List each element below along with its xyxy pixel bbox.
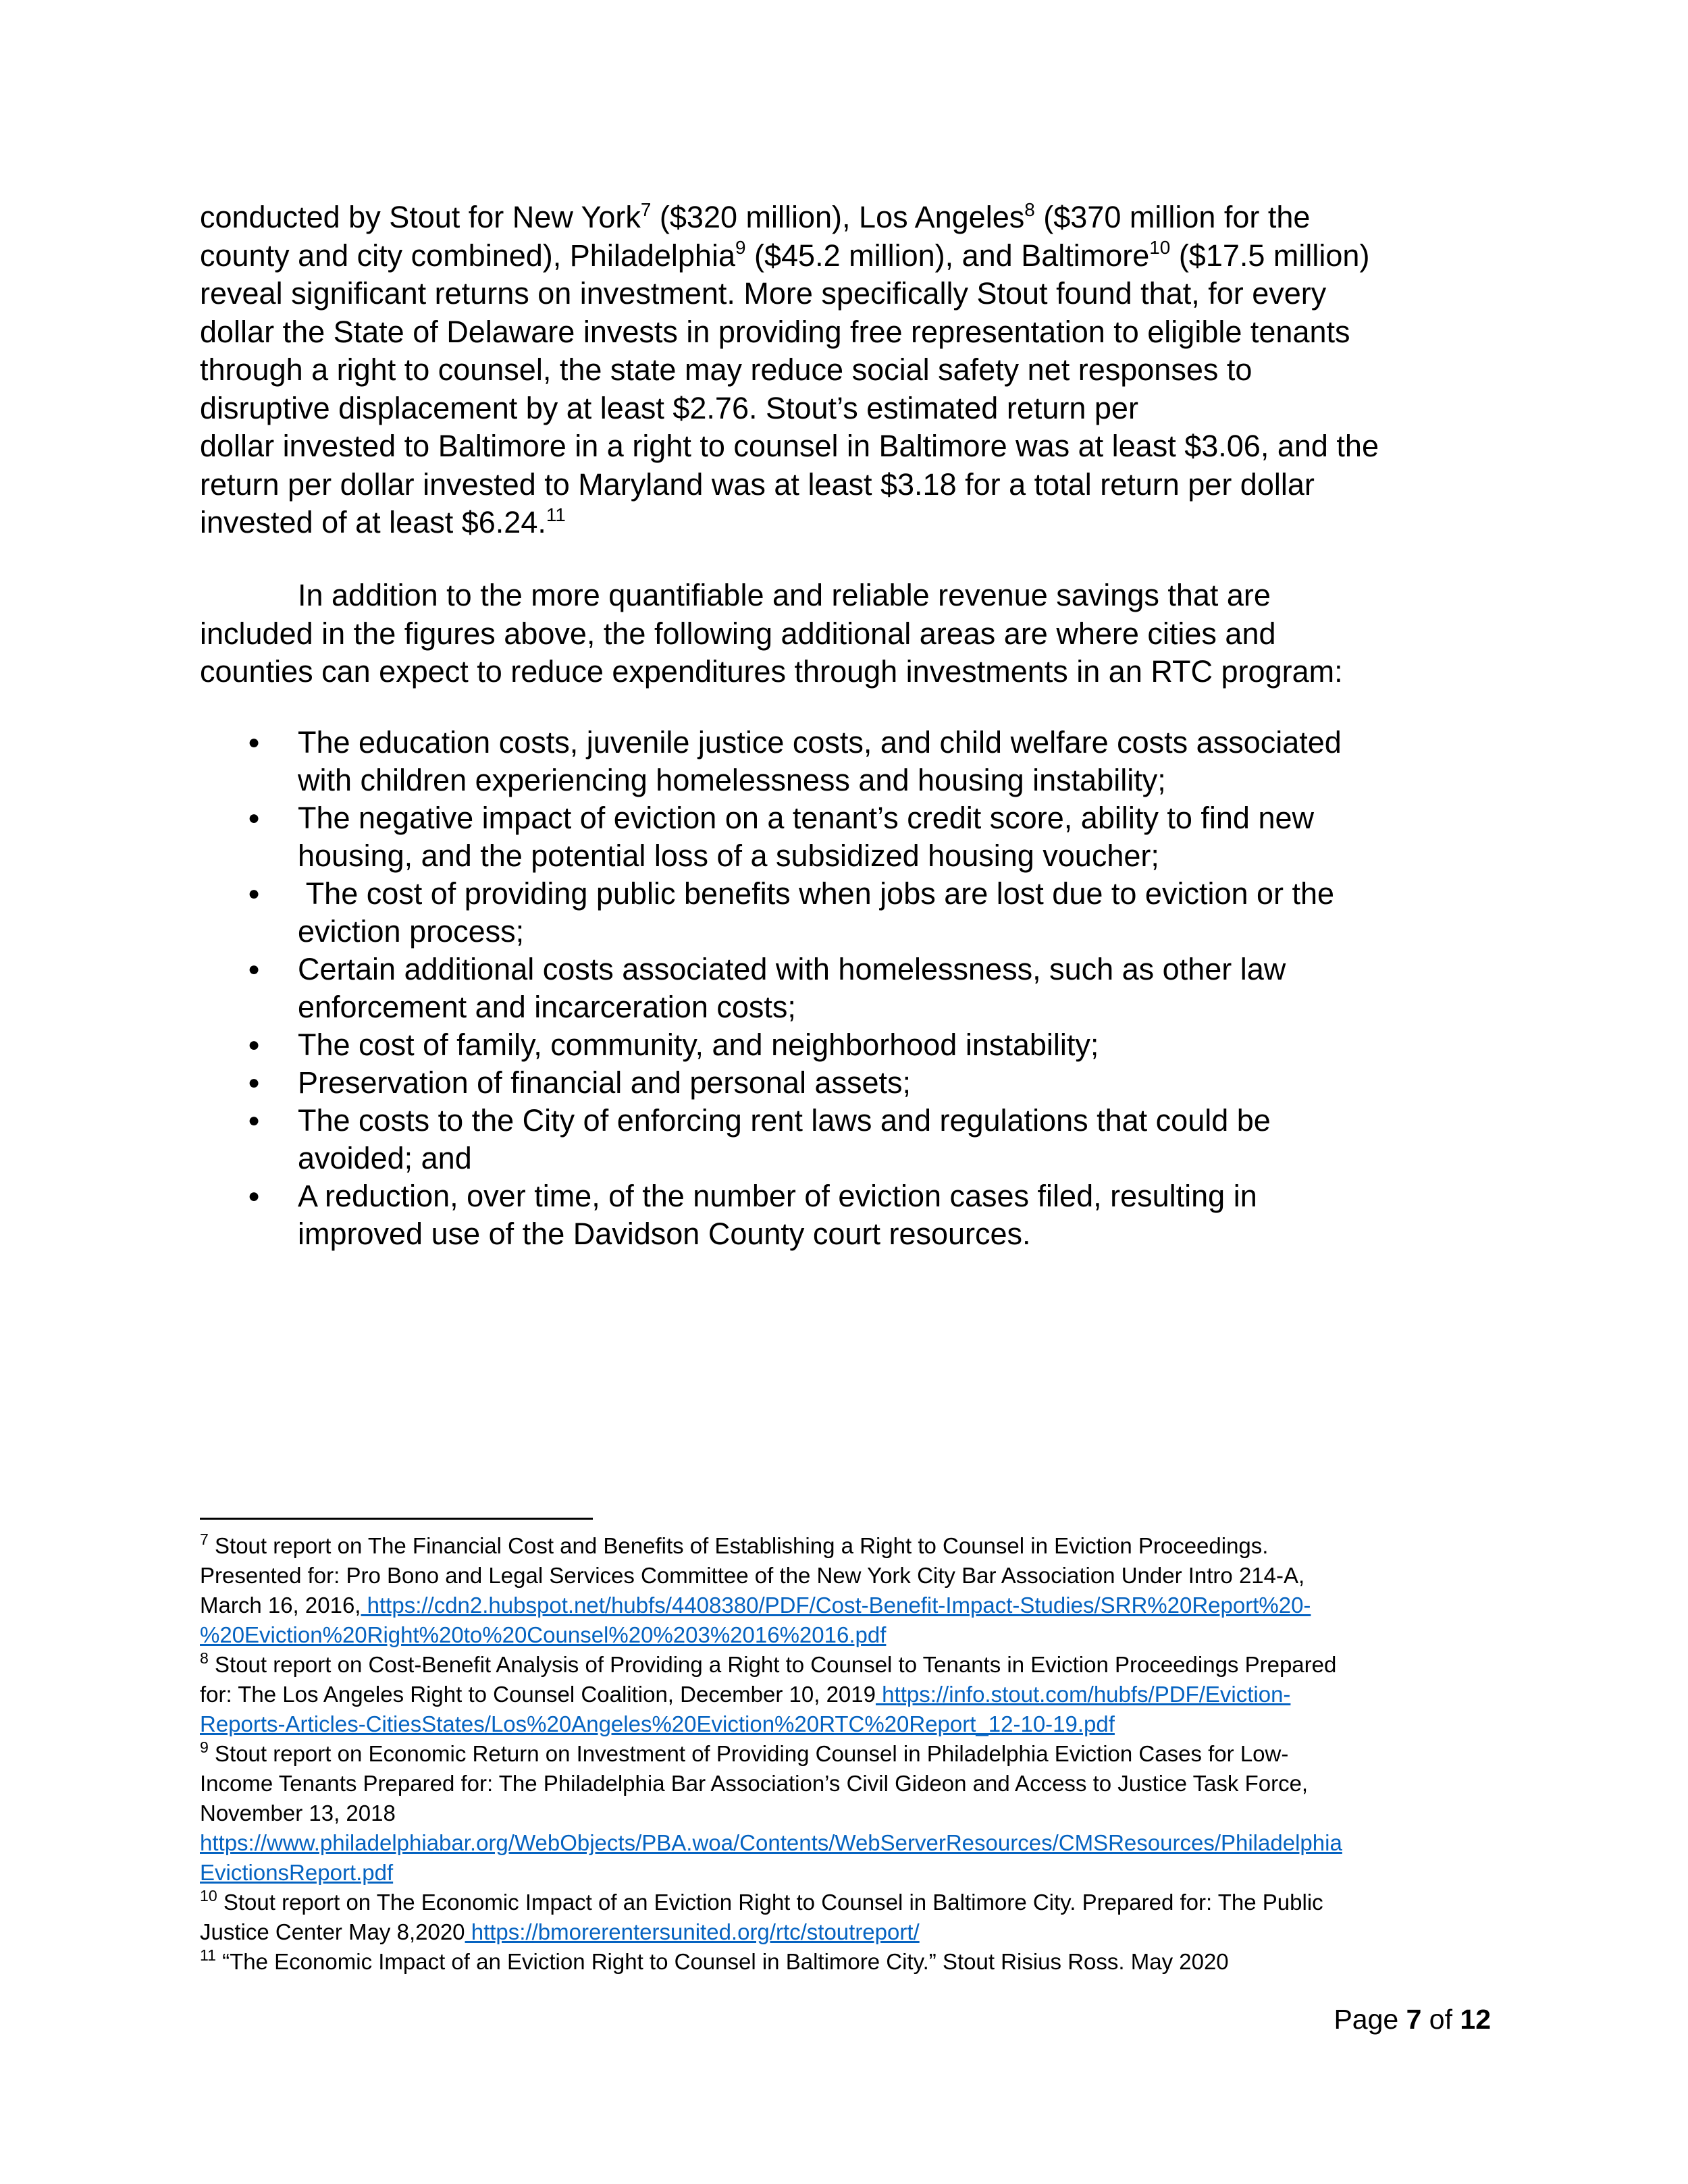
footnote-link[interactable]: https://www.philadelphiabar.org/WebObjects/PBA.woa/Contents/WebServerResources/CMSResources/Philadelphia	[200, 1830, 1342, 1855]
text-line: counties can expect to reduce expenditures through investments in an RTC program:	[200, 654, 1343, 689]
text-line: Presented for: Pro Bono and Legal Services Committee of the New York City Bar Association Under Intro 214-A,	[200, 1563, 1305, 1588]
text-line: return per dollar invested to Maryland was at least $3.18 for a total return per dollar	[200, 467, 1315, 502]
text-line: conducted by Stout for New York$^7$ ($320 million), Los Angeles$^8$ ($370 million for the	[200, 198, 1311, 234]
list-item	[200, 799, 1503, 875]
text-line: $^{11}$ “The Economic Impact of an Eviction Right to Counsel in Baltimore City.” Stout Risius Ross. May 2020	[200, 1946, 1229, 1974]
text-line: through a right to counsel, the state may reduce social safety net responses to	[200, 352, 1252, 387]
text-line: March 16, 2016, https://cdn2.hubspot.net/hubfs/4408380/PDF/Cost-Benefit-Impact-Studies/SRR%20Report%20-	[200, 1593, 1311, 1618]
footnote-number: 9	[200, 1738, 209, 1756]
text-line: The costs to the City of enforcing rent laws and regulations that could be	[298, 1103, 1271, 1138]
body-paragraph-additional-areas	[200, 577, 1503, 691]
text-line: dollar the State of Delaware invests in providing free representation to eligible tenants	[200, 314, 1350, 349]
text-line: avoided; and	[298, 1141, 472, 1175]
text-line: The cost of family, community, and neighborhood instability;	[298, 1028, 1099, 1062]
text-line: $^8$ Stout report on Cost-Benefit Analysis of Providing a Right to Counsel to Tenants in Eviction Proceedings Prepared	[200, 1649, 1337, 1677]
text-line: $^9$ Stout report on Economic Return on Investment of Providing Counsel in Philadelphia Eviction Cases for Low-	[200, 1738, 1289, 1766]
text-line: improved use of the Davidson County court resources.	[298, 1217, 1031, 1251]
list-item	[200, 951, 1503, 1026]
footnote-link[interactable]: EvictionsReport.pdf	[200, 1860, 394, 1885]
text-line: The education costs, juvenile justice costs, and child welfare costs associated	[298, 725, 1342, 760]
footnote-separator	[200, 1518, 593, 1520]
text-line: for: The Los Angeles Right to Counsel Coalition, December 10, 2019 https://info.stout.com/hubfs/PDF/Eviction-	[200, 1682, 1291, 1707]
text-line: housing, and the potential loss of a subsidized housing voucher;	[298, 838, 1159, 873]
text-line: $^7$ Stout report on The Financial Cost and Benefits of Establishing a Right to Counsel in Eviction Proceedings.	[200, 1530, 1269, 1558]
bullet-icon: ●	[248, 807, 261, 829]
footnote-7	[200, 1531, 1503, 1650]
footnote-link[interactable]: https://cdn2.hubspot.net/hubfs/4408380/PDF/Cost-Benefit-Impact-Studies/SRR%20Report%20-	[361, 1593, 1311, 1618]
bullet-icon: ●	[248, 1034, 261, 1056]
footnote-ref-11[interactable]: 11	[546, 504, 566, 525]
page-number: Page 7 of 12	[1334, 2004, 1491, 2035]
footnote-ref-7[interactable]: 7	[640, 198, 652, 220]
list-item	[200, 1177, 1503, 1253]
bullet-icon: ●	[248, 958, 261, 980]
total-pages: 12	[1460, 2004, 1491, 2035]
bullet-icon: ●	[248, 882, 261, 905]
bullet-list	[200, 724, 1503, 1253]
footnote-ref-8[interactable]: 8	[1024, 198, 1035, 220]
list-item	[200, 724, 1503, 799]
text-line: disruptive displacement by at least $2.76. Stout’s estimated return per	[200, 390, 1138, 425]
list-item	[200, 1064, 1503, 1102]
footnote-number: 8	[200, 1649, 209, 1667]
text-line: with children experiencing homelessness and housing instability;	[298, 763, 1166, 797]
text-line: eviction process;	[298, 914, 525, 949]
bullet-icon: ●	[248, 731, 261, 753]
footnote-number: 7	[200, 1530, 209, 1548]
text-line: The cost of providing public benefits when jobs are lost due to eviction or the	[298, 876, 1335, 911]
text-line: included in the figures above, the following additional areas are where cities and	[200, 616, 1276, 651]
text-line: $^{10}$ Stout report on The Economic Impact of an Eviction Right to Counsel in Baltimore City. Prepared for: The Public	[200, 1886, 1323, 1915]
text-line: Justice Center May 8,2020 https://bmorerentersunited.org/rtc/stoutreport/	[200, 1919, 920, 1944]
footnote-ref-10[interactable]: 10	[1149, 237, 1171, 259]
text-line: dollar invested to Baltimore in a right to counsel in Baltimore was at least $3.06, and the	[200, 429, 1379, 463]
bullet-icon: ●	[248, 1071, 261, 1094]
footnote-link[interactable]: %20Eviction%20Right%20to%20Counsel%20%203%2016%2016.pdf	[200, 1622, 887, 1647]
footnote-link[interactable]: https://info.stout.com/hubfs/PDF/Eviction-	[876, 1682, 1291, 1707]
text-line: Preservation of financial and personal assets;	[298, 1065, 912, 1100]
footnote-link[interactable]: https://bmorerentersunited.org/rtc/stoutreport/	[465, 1919, 920, 1944]
text-line: Income Tenants Prepared for: The Philadelphia Bar Association’s Civil Gideon and Access to Justice Task Force,	[200, 1771, 1309, 1796]
footnote-10	[200, 1888, 1503, 1947]
footnote-9	[200, 1739, 1503, 1888]
list-item	[200, 875, 1503, 951]
text-line: county and city combined), Philadelphia$^9$ ($45.2 million), and Baltimore$^{10}$ ($17.5 million)	[200, 237, 1370, 273]
footnotes	[200, 1531, 1503, 1977]
text-line: In addition to the more quantifiable and reliable revenue savings that are	[298, 578, 1271, 612]
text-line: Certain additional costs associated with homelessness, such as other law	[298, 952, 1286, 986]
text-line: November 13, 2018	[200, 1801, 396, 1826]
body-paragraph-returns	[200, 198, 1503, 542]
text-line: A reduction, over time, of the number of eviction cases filed, resulting in	[298, 1179, 1257, 1213]
footnote-number: 10	[200, 1886, 217, 1905]
footnote-8	[200, 1650, 1503, 1739]
text-line: reveal significant returns on investment. More specifically Stout found that, for every	[200, 276, 1327, 311]
bullet-icon: ●	[248, 1185, 261, 1207]
current-page: 7	[1406, 2004, 1422, 2035]
list-item	[200, 1102, 1503, 1177]
bullet-icon: ●	[248, 1109, 261, 1131]
footnote-link[interactable]: Reports-Articles-CitiesStates/Los%20Angeles%20Eviction%20RTC%20Report_12-10-19.pdf	[200, 1711, 1115, 1736]
text-line: The negative impact of eviction on a tenant’s credit score, ability to find new	[298, 801, 1314, 835]
text-line: enforcement and incarceration costs;	[298, 990, 796, 1024]
footnote-ref-9[interactable]: 9	[735, 237, 746, 259]
list-item	[200, 1026, 1503, 1064]
footnote-11	[200, 1947, 1503, 1977]
text-line: invested of at least $6.24.11	[200, 504, 566, 539]
footnote-number: 11	[200, 1946, 216, 1964]
